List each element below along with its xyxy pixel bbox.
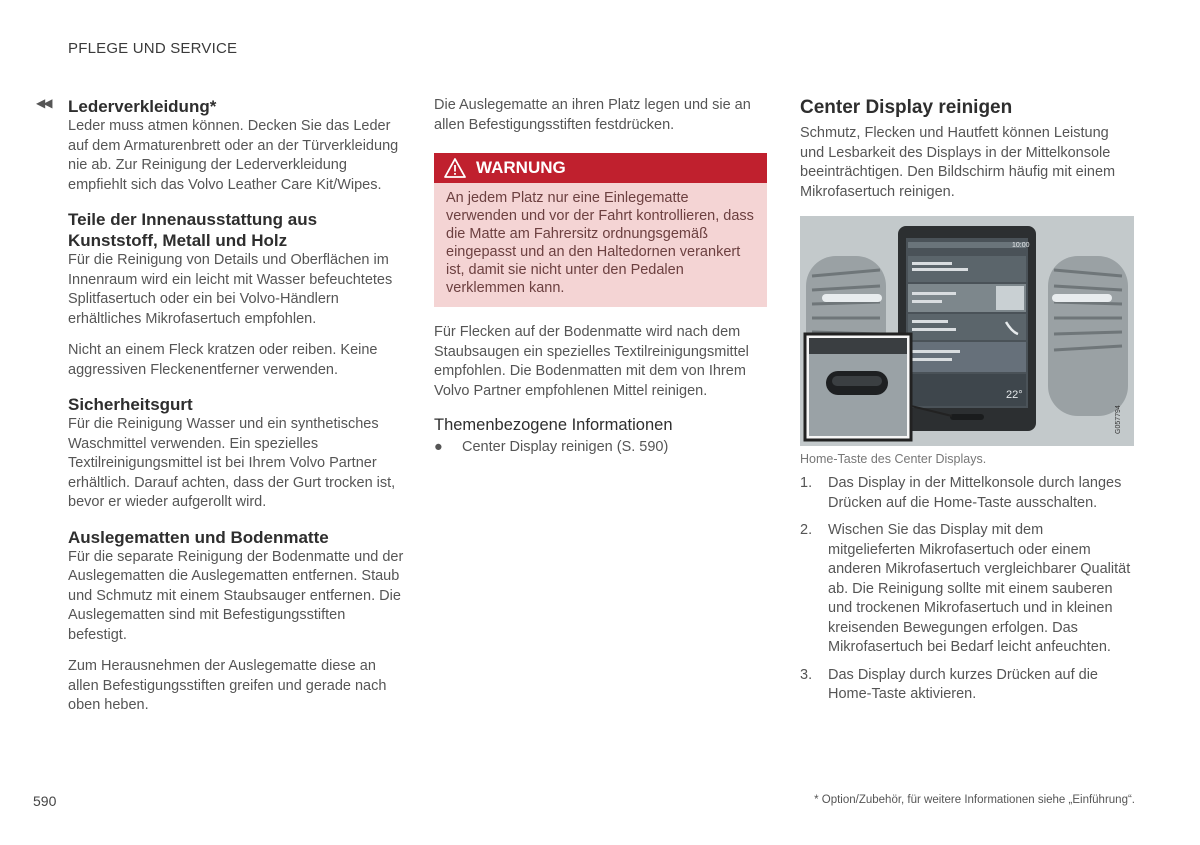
paragraph: Für Flecken auf der Bodenmatte wird nach dem Staubsaugen ein spezielles Textilreinigungsmittel empfohlen. Die Bodenmatten mit dem von Ihrem Volvo Partner empfohlenen Mittel reinigen.: [434, 324, 749, 399]
step-number: 1.: [800, 475, 813, 491]
warning-triangle-icon: [444, 158, 466, 178]
related-info-title: Themenbezogene Informationen: [434, 416, 673, 434]
related-link[interactable]: Center Display reinigen (S. 590): [462, 439, 669, 455]
list-item: [800, 474, 1134, 513]
warning-box: [434, 153, 767, 307]
paragraph: Für die Reinigung Wasser und ein synthetisches Waschmittel verwenden. Ein spezielles Textilreinigungsmittel ist bei Ihrem Volvo Partner erhältlich. Darauf achten, dass der Gurt trocken ist, bevor er wieder aufgerollt wird.: [68, 416, 396, 510]
column-right: [800, 96, 1134, 713]
warning-title: WARNUNG: [476, 158, 566, 177]
paragraph: Leder muss atmen können. Decken Sie das Leder auf dem Armaturenbrett oder an der Türverkleidung nie ab. Zur Reinigung der Lederverkleidung empfiehlt sich das Volvo Leather Care Kit/Wipes.: [68, 118, 399, 193]
footnote: * Option/Zubehör, für weitere Informationen siehe „Einführung“.: [814, 794, 1135, 806]
section-title-center-display: Center Display reinigen: [800, 97, 1013, 118]
steps-list: [800, 474, 1134, 705]
paragraph: Die Auslegematte an ihren Platz legen und sie an allen Befestigungsstiften festdrücken.: [434, 97, 751, 133]
paragraph: Zum Herausnehmen der Auslegematte diese an allen Befestigungsstiften greifen und gerade nach oben heben.: [68, 658, 387, 713]
page-number: 590: [33, 793, 57, 809]
step-number: 3.: [800, 666, 813, 683]
svg-text:10:00: 10:00: [1012, 242, 1030, 249]
section-title-mats: Auslegematten und Bodenmatte: [68, 527, 329, 547]
center-display-figure: [800, 216, 1134, 446]
center-display-illustration: [800, 216, 1134, 446]
step-text: Wischen Sie das Display mit dem mitgelieferten Mikrofasertuch oder einem anderen Mikrofasertuch vergleichbarer Qualität ab. Die Reinigung sollte mit einem sauberen und trockenen Mikrofasertuch und in kleinen kreisenden Bewegungen erfolgen. Das Mikrofasertuch bei Bedarf leicht anfeuchten.: [828, 522, 1131, 655]
paragraph: Nicht an einem Fleck kratzen oder reiben. Keine aggressiven Fleckenentferner verwenden.: [68, 342, 378, 378]
section-title-leather: Lederverkleidung*: [68, 97, 217, 116]
section-title-seatbelt: Sicherheitsgurt: [68, 395, 193, 414]
column-middle: [434, 96, 767, 458]
paragraph: Für die separate Reinigung der Bodenmatte und der Auslegematten die Auslegematten entfernen. Staub und Schmutz mit einem Staubsauger entfernen. Die Auslegematten sind mit Befestigungsstiften befestigt.: [68, 548, 404, 643]
figure-caption: Home-Taste des Center Displays.: [800, 452, 987, 466]
paragraph: Für die Reinigung von Details und Oberflächen im Innenraum wird ein leicht mit Wasser befeuchtetes Splitfasertuch oder ein bei Volvo-Händlern erhältliches Mikrofasertuch empfohlen.: [68, 252, 393, 327]
continued-arrows-icon: ◀◀: [36, 96, 51, 110]
list-item: [800, 521, 1134, 658]
warning-header: [434, 153, 767, 183]
bullet-icon: ●: [434, 439, 443, 455]
step-text: Das Display durch kurzes Drücken auf die Home-Taste aktivieren.: [828, 666, 1098, 702]
page-header: PFLEGE UND SERVICE: [68, 40, 238, 57]
column-left: [68, 96, 404, 728]
warning-text: An jedem Platz nur eine Einlegematte verwenden und vor der Fahrt kontrollieren, dass die Matte am Fahrersitz ordnungsgemäß eingepasst und an den Haltedornen verankert ist, damit sie nicht unter den Pedalen verklemmen kann.: [434, 183, 767, 307]
list-item: [800, 666, 1134, 705]
paragraph: Schmutz, Flecken und Hautfett können Leistung und Lesbarkeit des Displays in der Mittelkonsole beeinträchtigen. Den Bildschirm häufig mit einem Mikrofasertuch reinigen.: [800, 125, 1116, 200]
svg-text:G057794: G057794: [1115, 405, 1122, 434]
step-text: Das Display in der Mittelkonsole durch langes Drücken auf die Home-Taste ausschalten.: [828, 475, 1122, 511]
section-title-interior-parts: Teile der Innenausstattung aus Kunststoff, Metall und Holz: [68, 210, 318, 250]
list-item[interactable]: [434, 438, 767, 458]
step-number: 2.: [800, 522, 813, 538]
svg-text:22°: 22°: [1006, 389, 1023, 401]
